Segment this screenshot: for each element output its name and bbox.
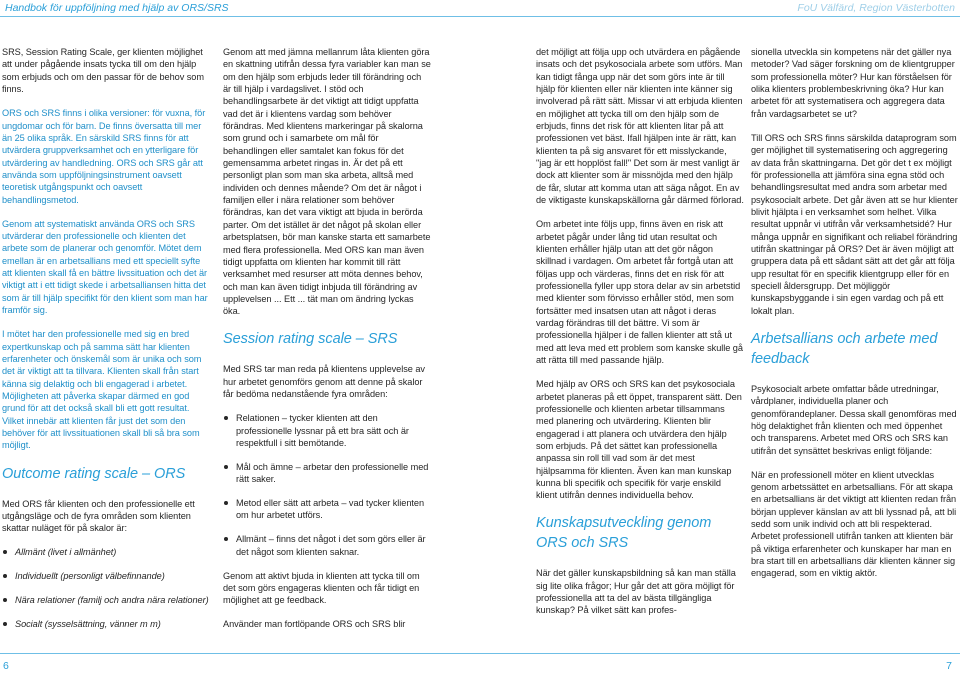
paragraph-highlight: ORS och SRS finns i olika versioner: för vuxna, för ungdomar och för barn. De finns översatta till mer än 25 olika språk. En särskild SRS finns för att utvärdera gruppverksamhet och en ytterligare för utvärdering av handledning. ORS och SRS går att använda som uppföljningsinstrument oavsett teoretisk utgångspunkt och oavsett behandlingsmetod.	[2, 108, 206, 205]
paragraph-highlight: Genom att systematiskt använda ORS och SRS utvärderar den professionelle och klienten det arbete som de planerar och genomför. Mötet dem emellan är en arbetsallians med ett speciellt syfte att klienten skall få en bättre livssituation och det är viktigt att i ett tidigt skede i arbetsalliansen hitta det som är till hjälp specifikt för den klient som man har framför sig.	[2, 218, 208, 316]
paragraph: Genom att aktivt bjuda in klienten att tycka till om det som görs engageras klienten och får tidigt en möjlighet att ge feedback.	[223, 570, 420, 606]
section-heading-kunskapsutveckling: Kunskapsutveckling genom ORS och SRS	[536, 515, 712, 552]
list-item: Metod eller sätt att arbeta – vad tycker klienten om hur arbetet utförs.	[223, 497, 431, 522]
list-item: Socialt (sysselsättning, vänner m m)	[2, 618, 210, 630]
column-1	[2, 46, 210, 642]
page-footer	[0, 653, 960, 678]
list-item: Mål och ämne – arbetar den professionelle med rätt saker.	[223, 461, 431, 486]
paragraph: Med hjälp av ORS och SRS kan det psykosociala arbetet planeras på ett öppet, transparent sätt. Den professionelle och klienten arbetar tillsammans med planering och utvärdering. Klienten blir engagerad i att planera och utvärdera den hjälp som erbjuds. På det sättet kan professionella anpassa sin roll till vad som är det mest hjälpsamma för klienten. Även kan man kunskap kunna bli specifik och specifik för varje enskild klient utifrån dennes individuella behov.	[536, 379, 742, 501]
srs-areas-list	[223, 412, 431, 558]
column-2	[223, 46, 431, 643]
page-number-right: 7	[946, 660, 952, 672]
footer-divider	[0, 653, 960, 654]
column-4	[751, 46, 959, 592]
paragraph: SRS, Session Rating Scale, ger klienten möjlighet att under pågående insats tycka till om den hjälp som erbjuds och om den passar för de behov som finns.	[2, 47, 204, 95]
paragraph: Med SRS tar man reda på klientens upplevelse av hur arbetet genomförs genom att denne på skalor får bedöma nedanstående fyra områden:	[223, 364, 425, 400]
paragraph: sionella utveckla sin kompetens när det gäller nya metoder? Vad säger forskning om de klientgrupper som professionella möter? Hur kan förståelsen för olika klienters problembeskrivning öka? Hur kan arbetet för att systematisera och aggregera data från vardagsarbetet se ut?	[751, 47, 955, 119]
paragraph: Med ORS får klienten och den professionelle ett utgångsläge och de fyra områden som klienten skattar nuläget för på skalor är:	[2, 498, 195, 534]
header-publisher: FoU Välfärd, Region Västerbotten	[797, 2, 955, 14]
paragraph: När det gäller kunskapsbildning så kan man ställa sig lite olika frågor; Hur går det att göra möjligt för professionella att ta del av bästa tillgängliga kunskap? På vilket sätt kan profes-	[536, 568, 736, 616]
paragraph: Använder man fortlöpande ORS och SRS blir	[223, 619, 406, 630]
header-title: Handbok för uppföljning med hjälp av ORS/SRS	[5, 2, 229, 14]
header-divider	[0, 16, 960, 17]
column-3	[536, 46, 744, 629]
list-item: Nära relationer (familj och andra nära relationer)	[2, 594, 210, 606]
list-item: Allmänt – finns det något i det som görs eller är det något som klienten saknar.	[223, 533, 431, 558]
paragraph: Om arbetet inte följs upp, finns även en risk att arbetet pågår under lång tid utan resultat och klienten erhåller hjälp utan att det gör någon skillnad i vardagen. Om arbetet får fortgå utan att följas upp och värderas, finns det en risk för att professionella fyller upp stora delar av sin arbetstid med klienter som förvisso erhåller stöd, men som fortsätter med insatsen utan att något i deras vardag förändras till det bättre. Vi som är professionella hjälper i de fallen klienter att stå ut med att leva med ett problem som kanske skulle gå att rätta till med passande hjälp.	[536, 219, 743, 366]
section-heading-ors: Outcome rating scale – ORS	[2, 465, 186, 482]
paragraph: Genom att med jämna mellanrum låta klienten göra en skattning utifrån dessa fyra variabler kan man se om den hjälp som erbjuds leder till förändring och är till hjälp i vardagslivet. I stöd och behandlingsarbete är det viktigt att tidigt uppfatta vad det är i klientens vardag som behöver förändras. Med klientens markeringar på skalorna som grund och i samarbete om mål för behandlingen eller samtalet kan fokus för det gemensamma arbetet ringas in. Är det på ett personligt plan som man ska arbeta, alltså med individen och dennes mående? Om det är något i familjen eller i nära relationer som behöver förändras, kan det vara viktigt att bjuda in berörda parter. Om det istället är det något på skolan eller arbetsplatsen, bör man kanske starta ett samarbete med flera professionella. Med ORS kan man även tidigt uppfatta om klienten har kommit till rätt verksamhet med resurser att möta dennes behov, och man kan även tidigt inbjuda till förändring av upplevelsen ... Ett ... tät man om ändring lyckas öka.	[223, 47, 431, 317]
section-heading-srs: Session rating scale – SRS	[223, 331, 398, 348]
list-item: Allmänt (livet i allmänhet)	[2, 546, 210, 558]
page-number-left: 6	[3, 660, 9, 672]
paragraph: det möjligt att följa upp och utvärdera en pågående insats och det psykosociala arbete som utförs. Man kan tidigt fånga upp när det som görs inte är till hjälp för klienten eller när klienten inte känner sig involverad på rätt sätt. Missar vi att erbjuda klienten en möjlighet att tycka till om den hjälp som de erbjuds, finns det risk för att klienten litar på att professionen vet bäst. Ifall hjälpen inte är rätt, kan klienten ta på sig ansvaret för ett misslyckande, "jag är ett hopplöst fall!" Det som är mest vanligt är dock att klienter som är missnöjda med den hjälp de får, slutar att komma utan att säga något. En av de viktigaste kunskapskällorna går därmed förlorad.	[536, 47, 744, 206]
list-item: Relationen – tycker klienten att den professionelle lyssnar på ett bra sätt och är respektfull i sitt bemötande.	[223, 412, 431, 449]
section-heading-arbetsallians: Arbetsallians och arbete med feedback	[751, 330, 938, 367]
page-header	[0, 0, 960, 18]
paragraph: När en professionell möter en klient utvecklas genom arbetssättet en arbetsallians. För att skapa en arbetsallians är det viktigt att klienten redan från början upplever känslan av att bli lyssnad på, att bli sedd som unik individ och att bli respekterad. Arbetet professionell utifrån tanken att klienten bär på viktiga erfarenheter och kunskaper har man en bra start till en arbetsallians där klienten känner sig engagerad, som en viktig aktör.	[751, 469, 957, 579]
paragraph: Psykosocialt arbete omfattar både utredningar, vårdplaner, individuella planer och genomförandeplaner. Dessa skall genomföras med hög delaktighet från klienten och med öppenhet och transparens. Arbetet med ORS och SRS kan utifrån det synsättet beskrivas enligt följande:	[751, 383, 957, 456]
ors-areas-list	[2, 546, 210, 630]
list-item: Individuellt (personligt välbefinnande)	[2, 570, 210, 582]
paragraph-highlight: I mötet har den professionelle med sig en bred expertkunskap och på samma sätt har klienten erfarenheter och önskemål som är unika och som det är viktigt att ta tillvara. Klienten skall från start känna sig delaktig och bli engagerad i arbetet. Möjligheten att påverka skapar därmed en god grund för att det också skall bli ett gott resultat. Vilket innebär att klienten får just det som den behöver för att livssituationen skall bli så bra som möjligt.	[2, 329, 202, 451]
paragraph: Till ORS och SRS finns särskilda dataprogram som ger möjlighet till systematisering och aggregering av data från skattningarna. Det gör det t ex möjligt för professionella att jämföra sina egna stöd och behandlingsresultat med andra som arbetar med psykosocialt arbete. Det går även att se hur klienter blivit hjälpta i en verksamhet som helhet. Vilka resultat uppnår vi utifrån vår verksamhetsidé? Hur många uppnår en signifikant och reliabel förändring utifrån skattningar på ORS? Det är även möjligt att gruppera data på ett sådant sätt att det går att följa upp resultat för en specifik klientgrupp eller för en speciell åldersgrupp. Det möjliggör kunskapsbyggande i sin egen vardag och på ett lokalt plan.	[751, 132, 958, 316]
